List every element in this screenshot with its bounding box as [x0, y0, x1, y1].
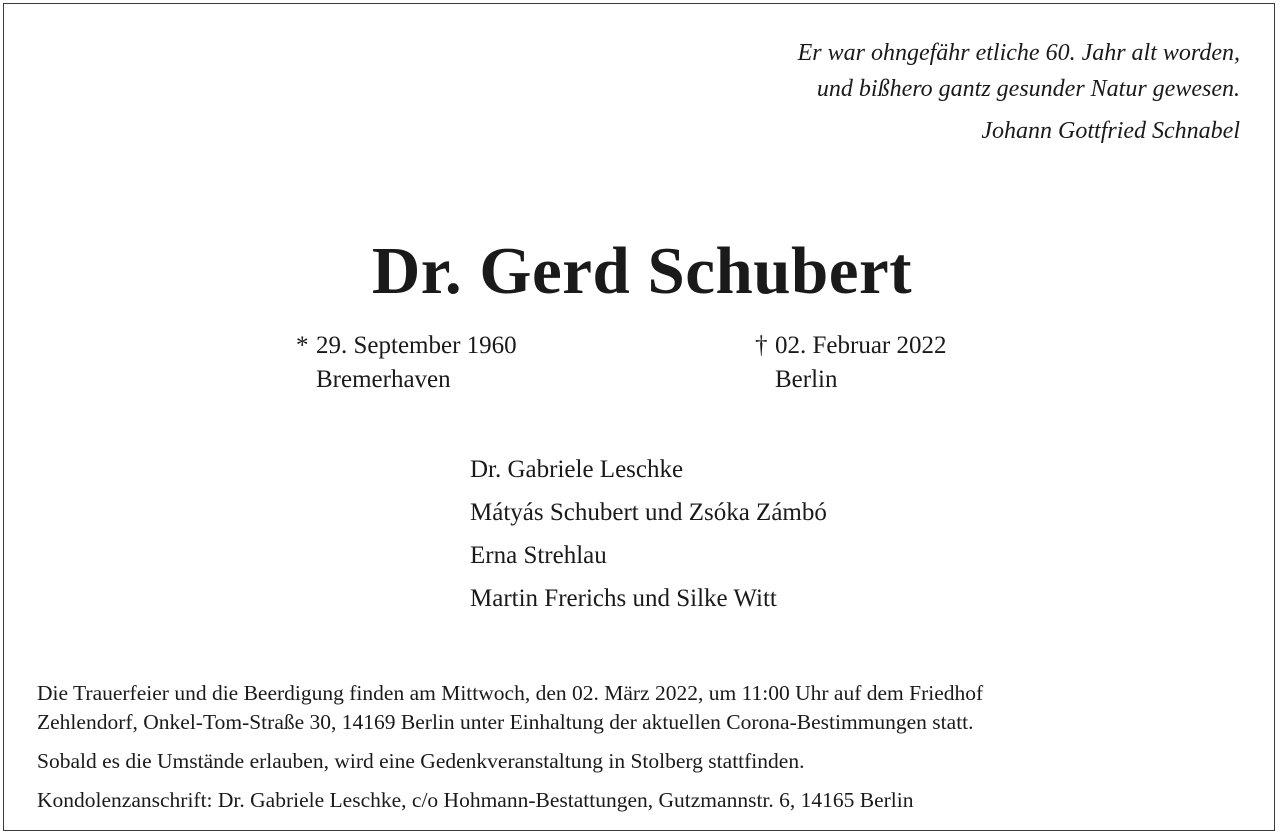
motto-quote — [798, 35, 1240, 149]
mourner-item: Dr. Gabriele Leschke — [470, 456, 684, 483]
ceremony-line-2: Zehlendorf, Onkel-Tom-Straße 30, 14169 Berlin unter Einhaltung der aktuellen Corona-Bestimmungen statt. — [37, 710, 974, 734]
obituary-notice — [3, 3, 1275, 831]
condolence-address: Kondolenzanschrift: Dr. Gabriele Leschke, c/o Hohmann-Bestattungen, Gutzmannstr. 6, 14165 Berlin — [37, 788, 914, 812]
deceased-name: Dr. Gerd Schubert — [371, 234, 913, 308]
ceremony-line-1: Die Trauerfeier und die Beerdigung finden am Mittwoch, den 02. März 2022, um 11:00 Uhr auf dem Friedhof — [37, 681, 984, 705]
death-date: 02. Februar 2022 — [775, 332, 947, 359]
mourner-item: Erna Strehlau — [470, 542, 607, 569]
birth-symbol: * — [296, 332, 309, 359]
mourner-item: Mátyás Schubert und Zsóka Zámbó — [470, 499, 827, 526]
memorial-text: Sobald es die Umstände erlauben, wird eine Gedenkveranstaltung in Stolberg stattfinden. — [37, 749, 805, 773]
death-symbol: † — [755, 332, 768, 359]
mourners-list — [470, 448, 827, 620]
motto-line-2: und bißhero gantz gesunder Natur gewesen. — [816, 76, 1240, 102]
funeral-info — [37, 679, 1237, 825]
mourner-item: Martin Frerichs und Silke Witt — [470, 585, 777, 612]
death-info — [755, 329, 947, 397]
birth-place: Bremerhaven — [316, 366, 451, 393]
motto-line-1: Er war ohngefähr etliche 60. Jahr alt worden, — [797, 40, 1240, 66]
birth-info — [296, 329, 517, 397]
birth-date: 29. September 1960 — [316, 332, 517, 359]
ceremony-text — [37, 679, 1237, 737]
death-place: Berlin — [775, 366, 838, 393]
motto-author: Johann Gottfried Schnabel — [981, 118, 1240, 144]
